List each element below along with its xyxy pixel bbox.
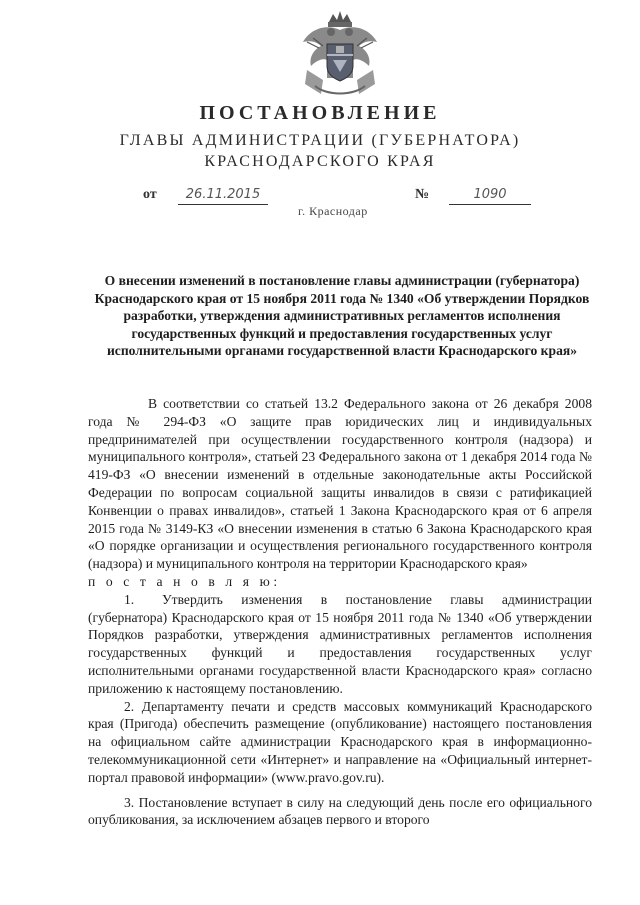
city-of-issue: г. Краснодар xyxy=(298,204,368,218)
preamble-paragraph: В соответствии со статьей 13.2 Федерального закона от 26 декабря 2008 года № 294-ФЗ «О защите прав юридических лиц и индивидуальных предпринимателей при осуществлении государственного контроля (надзора) и муниципального контроля», статьей 23 Федерального закона от 1 декабря 2014 года № 419-ФЗ «О внесении изменений в отдельные законодательные акты Российской Федерации по вопросам социальной защиты инвалидов в связи с ратификацией Конвенции о правах инвалидов», статьей 1 Закона Краснодарского края от 6 апреля 2015 года № 3149-КЗ «О внесении изменения в статью 6 Закона Краснодарского края «О порядке организации и осуществления регионального государственного контроля (надзора) и муниципального контроля на территории Краснодарского края» xyxy=(88,396,592,572)
document-subject: О внесении изменений в постановление главы администрации (губернатора) Краснодарского края от 15 ноября 2011 года № 1340 «Об утверждении Порядков разработки, утверждения административных регламентов исполнения государственных функций и предоставления государственных услуг исполнительными органами государственной власти Краснодарского края» xyxy=(94,273,590,358)
item-1-text: Утвердить изменения в постановление главы администрации (губернатора) Краснодарского края от 15 ноября 2011 года № 1340 «Об утверждении Порядков разработки, утверждения административных регламентов исполнения государственных функций и предоставления государственных услуг исполнительными органами государственной власти Краснодарского края» согласно приложению к настоящему постановлению. xyxy=(88,591,592,696)
document-body xyxy=(88,395,592,829)
item-1-number: 1. xyxy=(124,591,135,607)
document-type-title: ПОСТАНОВЛЕНИЕ xyxy=(199,102,441,124)
coat-of-arms-emblem xyxy=(293,8,387,100)
number-label: № xyxy=(415,187,430,202)
issuing-region: КРАСНОДАРСКОГО КРАЯ xyxy=(204,153,436,170)
issuing-authority: ГЛАВЫ АДМИНИСТРАЦИИ (ГУБЕРНАТОРА) xyxy=(119,132,521,149)
item-1-paragraph xyxy=(88,591,592,698)
date-label: от xyxy=(143,187,157,202)
decree-word: п о с т а н о в л я ю: xyxy=(88,573,281,589)
item-2-paragraph: 2. Департаменту печати и средств массовых коммуникаций Краснодарского края (Пригода) обеспечить размещение (опубликование) настоящего постановления на официальном сайте администрации Краснодарского края в информационно-телекоммуникационной сети «Интернет» и направление на «Официальный интернет-портал правовой информации» (www.pravo.gov.ru). xyxy=(88,698,592,785)
document-date: 26.11.2015 xyxy=(178,187,268,205)
document-number: 1090 xyxy=(449,187,531,205)
item-3-paragraph: 3. Постановление вступает в силу на следующий день после его официального опубликования, за исключением абзацев первого и второго xyxy=(88,794,592,828)
